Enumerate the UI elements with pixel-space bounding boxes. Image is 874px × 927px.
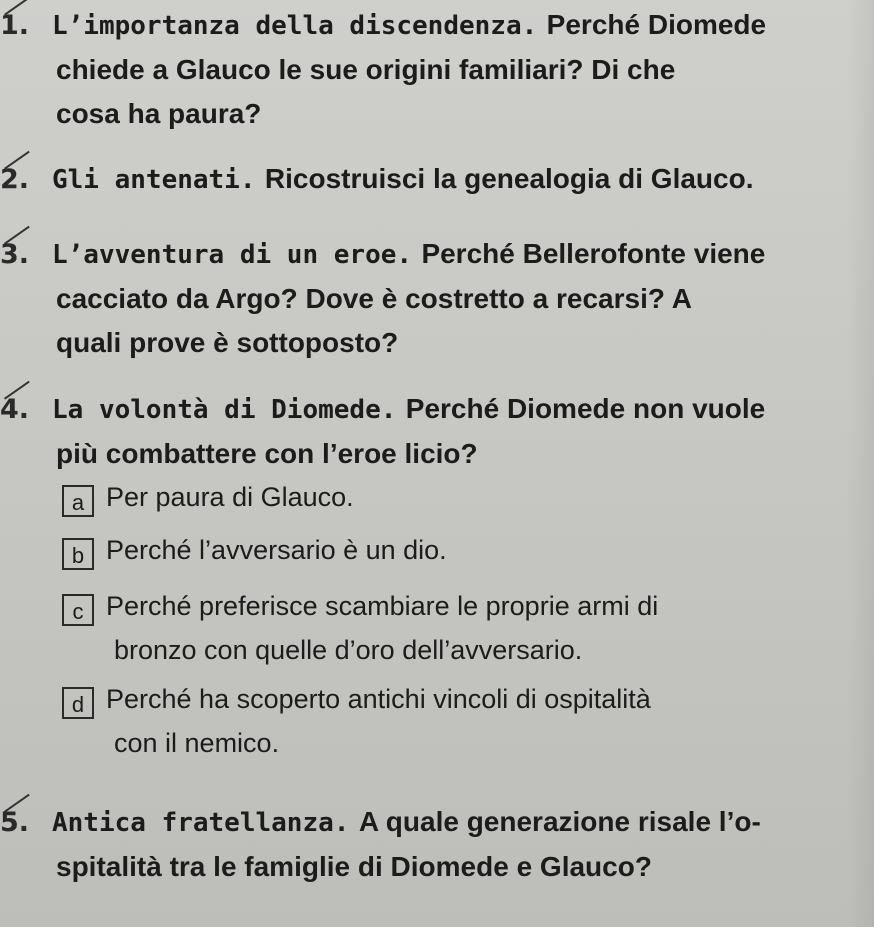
question-text: A quale generazione risale l’o- xyxy=(358,806,761,837)
question-text: cosa ha paura? xyxy=(56,98,262,129)
question-4 xyxy=(0,387,840,476)
question-number: 5. xyxy=(0,801,52,845)
question-text: più combattere con l’eroe licio? xyxy=(56,438,478,469)
option-text: Perché ha scoperto antichi vincoli di ospitalità xyxy=(106,684,651,714)
option-text: bronzo con quelle d’oro dell’avversario. xyxy=(114,635,583,665)
question-text: quali prove è sottoposto? xyxy=(56,327,399,358)
option-letter-box[interactable]: c xyxy=(62,594,94,626)
option-text: Per paura di Glauco. xyxy=(106,482,354,512)
option-letter-box[interactable]: d xyxy=(62,687,94,719)
question-text: spitalità tra le famiglie di Diomede e Glauco? xyxy=(56,851,652,882)
question-number: 3. xyxy=(0,233,52,277)
question-number: 1. xyxy=(0,4,52,48)
question-1 xyxy=(0,3,840,136)
question-title: La volontà di Diomede. xyxy=(52,395,397,425)
page-edge-shadow xyxy=(846,0,874,927)
option-text: Perché preferisce scambiare le proprie armi di xyxy=(106,591,659,621)
question-text: Perché Bellerofonte viene xyxy=(421,238,766,269)
question-title: L’avventura di un eroe. xyxy=(52,240,413,270)
question-text: Perché Diomede non vuole xyxy=(405,393,766,424)
option-text: Perché l’avversario è un dio. xyxy=(106,535,447,565)
question-number: 4. xyxy=(0,388,52,432)
answer-option-d[interactable] xyxy=(62,677,802,765)
question-3 xyxy=(0,232,840,365)
option-letter-box[interactable]: a xyxy=(62,485,94,517)
question-5 xyxy=(0,800,840,889)
answer-option-c[interactable] xyxy=(62,584,802,672)
question-text: chiede a Glauco le sue origini familiari? Di che xyxy=(56,54,676,85)
question-title: L’importanza della discendenza. xyxy=(52,11,538,41)
option-letter-box[interactable]: b xyxy=(62,538,94,570)
question-2 xyxy=(0,157,840,202)
answer-option-a[interactable] xyxy=(62,475,802,519)
answer-option-b[interactable] xyxy=(62,528,802,572)
question-text: Ricostruisci la genealogia di Glauco. xyxy=(264,163,754,194)
question-title: Gli antenati. xyxy=(52,165,256,195)
option-text: con il nemico. xyxy=(114,728,280,758)
question-text: cacciato da Argo? Dove è costretto a recarsi? A xyxy=(56,283,692,314)
question-number: 2. xyxy=(0,158,52,202)
question-text: Perché Diomede xyxy=(546,9,767,40)
question-title: Antica fratellanza. xyxy=(52,808,350,838)
